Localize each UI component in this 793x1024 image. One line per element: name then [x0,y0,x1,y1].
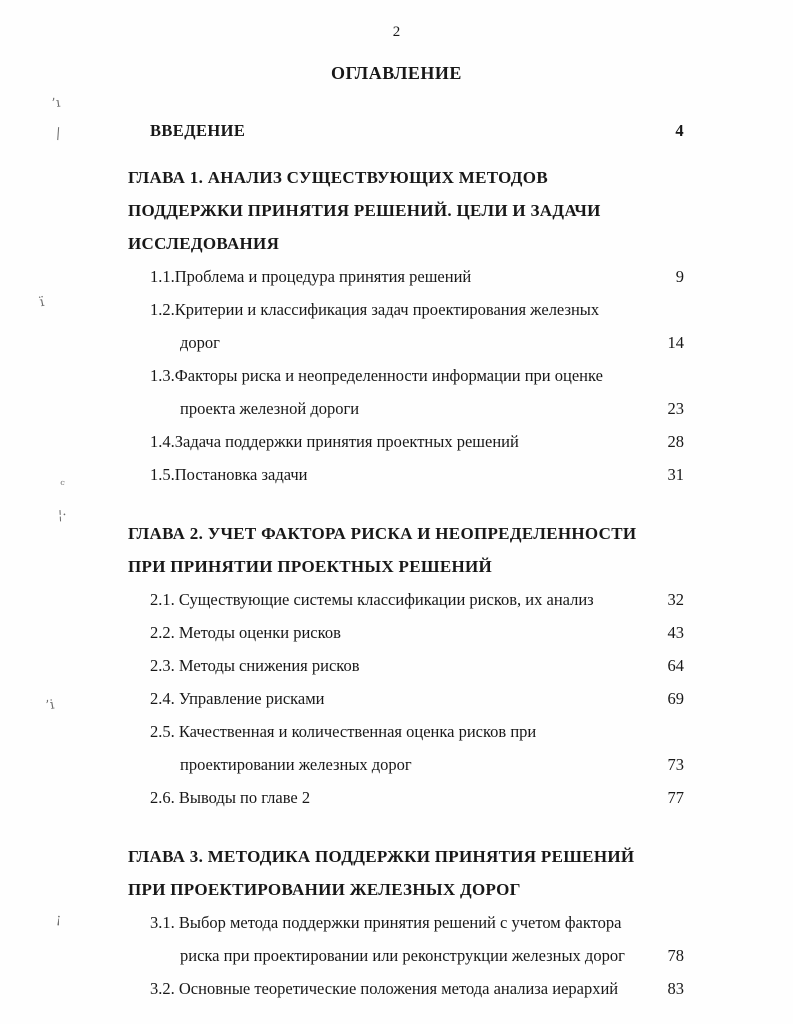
toc-page-ref: 32 [667,590,684,609]
toc-page-ref: 64 [667,656,684,675]
toc-entry-text: риска при проектировании или реконструкции железных дорог [180,946,625,965]
toc-heading-text: ПРИ ПРОЕКТИРОВАНИИ ЖЕЛЕЗНЫХ ДОРОГ [128,880,521,899]
toc-page-ref: 9 [675,267,684,286]
toc-entry-text: 1.4.Задача поддержки принятия проектных решений [150,432,519,451]
toc-entry-line [128,649,684,682]
toc-entry-text: 2.2. Методы оценки рисков [150,623,341,642]
toc-entry-line [128,114,684,147]
toc-entry-line [128,392,684,425]
toc-entry-line [128,293,684,326]
toc-entry-line [128,682,684,715]
toc-entry-text: 2.5. Качественная и количественная оценка рисков при [150,722,537,741]
toc-page-ref: 43 [667,623,684,642]
toc-page-ref: 73 [667,755,684,774]
toc-entry-line [128,906,684,939]
toc-entry-line [128,458,684,491]
toc-entry-text: 1.5.Постановка задачи [150,465,308,484]
toc-page-ref: 28 [667,432,684,451]
toc-page-ref: 14 [667,333,684,352]
toc-entry-line [128,616,684,649]
toc-entry-line [128,781,684,814]
toc-gap [128,491,684,517]
scan-artifact: ’i [44,697,56,714]
toc-heading-line [128,161,684,194]
toc-rows [128,114,684,1005]
toc-entry-text: ВВЕДЕНИЕ [150,121,246,140]
toc-heading-line [128,517,684,550]
toc-gap [128,814,684,840]
toc-page-ref: 77 [667,788,684,807]
toc-heading-line [128,840,684,873]
toc-page-ref: 23 [667,399,684,418]
toc-entry-text: 2.6. Выводы по главе 2 [150,788,311,807]
toc-entry-text: 2.4. Управление рисками [150,689,325,708]
toc-page-ref: 4 [675,121,684,140]
scan-artifact: ᶜ [59,477,66,494]
scan-artifact: ’ı [50,95,62,112]
toc-entry-text: 1.1.Проблема и процедура принятия решений [150,267,472,286]
scan-artifact: ¦· [57,507,67,524]
page-number: 2 [392,24,401,40]
toc-page-ref: 83 [667,979,684,998]
toc-entry-text: проекта железной дороги [180,399,360,418]
scan-artifact: ï [38,294,46,311]
toc-heading-text: ИССЛЕДОВАНИЯ [128,234,280,253]
toc-heading-text: ПОДДЕРЖКИ ПРИНЯТИЯ РЕШЕНИЙ. ЦЕЛИ И ЗАДАЧИ [128,201,601,220]
toc-heading-line [128,227,684,260]
toc-entry-text: 3.2. Основные теоретические положения метода анализа иерархий [150,979,619,998]
toc-entry-text: 1.2.Критерии и классификация задач проектирования железных [150,300,600,319]
toc-page-ref: 78 [667,946,684,965]
toc-entry-text: 1.3.Факторы риска и неопределенности информации при оценке [150,366,603,385]
toc-entry-text: 3.1. Выбор метода поддержки принятия решений с учетом фактора [150,913,622,932]
toc-gap [128,147,684,161]
toc-heading-line [128,873,684,906]
toc-heading-line [128,550,684,583]
toc-heading-text: ПРИ ПРИНЯТИИ ПРОЕКТНЫХ РЕШЕНИЙ [128,557,493,576]
toc-entry-line [128,583,684,616]
page-title: ОГЛАВЛЕНИЕ [331,63,462,83]
toc-entry-line [128,326,684,359]
toc-entry-line [128,425,684,458]
toc-heading-line [128,194,684,227]
toc-entry-text: 2.3. Методы снижения рисков [150,656,360,675]
toc-heading-text: ГЛАВА 2. УЧЕТ ФАКТОРА РИСКА И НЕОПРЕДЕЛЕННОСТИ [128,524,637,543]
toc-entry-text: проектировании железных дорог [180,755,412,774]
toc-entry-line [128,748,684,781]
toc-entry-line [128,715,684,748]
toc-heading-text: ГЛАВА 1. АНАЛИЗ СУЩЕСТВУЮЩИХ МЕТОДОВ [128,168,548,187]
scan-artifact: ¡ [55,911,62,928]
toc-entry-line [128,260,684,293]
toc-heading-text: ГЛАВА 3. МЕТОДИКА ПОДДЕРЖКИ ПРИНЯТИЯ РЕШЕНИЙ [128,847,635,866]
toc-entry-line [128,972,684,1005]
toc-entry-text: 2.1. Существующие системы классификации рисков, их анализ [150,590,594,609]
scan-artifact: | [55,125,61,142]
toc-page-ref: 69 [667,689,684,708]
toc-page-ref: 31 [667,465,684,484]
toc-entry-line [128,359,684,392]
toc-entry-line [128,939,684,972]
toc-entry-text: дорог [180,333,220,352]
